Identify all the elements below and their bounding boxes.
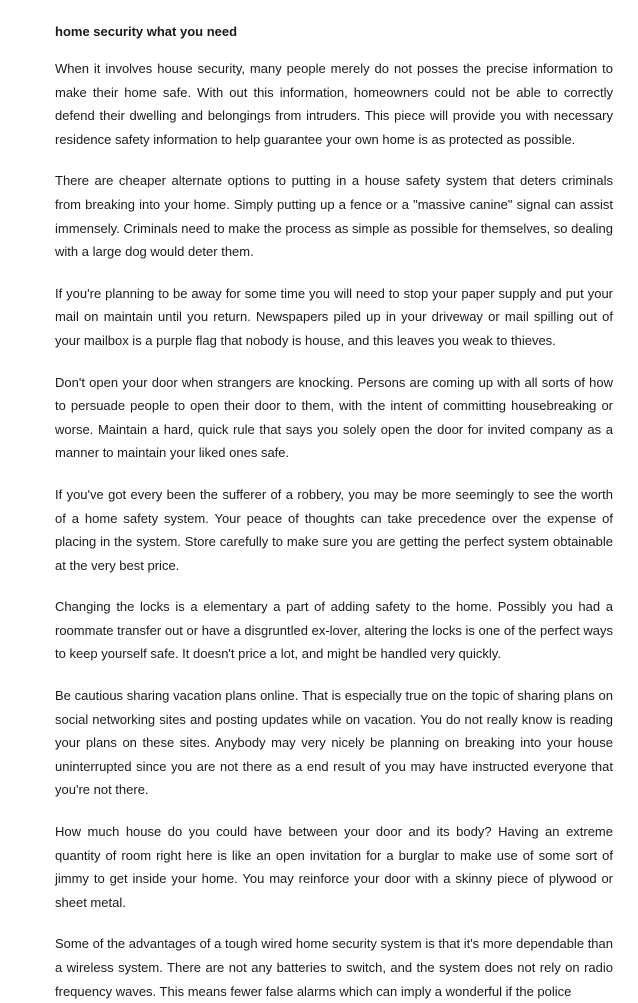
paragraph-3: If you're planning to be away for some time you will need to stop your paper supply and put your mail on maintain until you return. Newspapers piled up in your driveway or mail spilling out of your mailbox is a purple flag that nobody is house, and this leaves you weak to thieves. bbox=[55, 285, 613, 348]
document-title: home security what you need bbox=[55, 24, 238, 39]
paragraph-8: How much house do you could have between your door and its body? Having an extreme quantity of room right here is like an open invitation for a burglar to make use of some sort of jimmy to get inside your home. You may reinforce your door with a skinny piece of plywood or sheet metal. bbox=[55, 824, 613, 910]
paragraph-2: There are cheaper alternate options to putting in a house safety system that deters criminals from breaking into your home. Simply putting up a fence or a "massive canine" signal can assist immensely. Criminals need to make the process as simple as possible for themselves, so dealing with a large dog would deter them. bbox=[55, 173, 613, 260]
paragraph-1: When it involves house security, many people merely do not posses the precise information to make their home safe. With out this information, homeowners could not be able to correctly defend their dwelling and belongings from intruders. This piece will provide you with necessary residence safety information to help guarantee your own home is as protected as possible. bbox=[55, 61, 613, 147]
document-page bbox=[55, 20, 613, 1003]
paragraph-6: Changing the locks is a elementary a part of adding safety to the home. Possibly you had a roommate transfer out or have a disgruntled ex-lover, altering the locks is one of the perfect ways to keep yourself safe. It doesn't price a lot, and might be handled very quickly. bbox=[55, 599, 613, 662]
paragraph-5: If you've got every been the sufferer of a robbery, you may be more seemingly to see the worth of a home safety system. Your peace of thoughts can take precedence over the expense of placing in the system. Store carefully to make sure you are getting the perfect system obtainable at the very best price. bbox=[55, 486, 613, 573]
paragraph-4: Don't open your door when strangers are knocking. Persons are coming up with all sorts of how to persuade people to open their door to them, with the intent of committing housebreaking or worse. Maintain a hard, quick rule that says you solely open the door for invited company as a manner to maintain your liked ones safe. bbox=[55, 374, 613, 461]
paragraph-7: Be cautious sharing vacation plans online. That is especially true on the topic of sharing plans on social networking sites and posting updates while on vacation. You do not really know is reading your plans on these sites. Anybody may very nicely be planning on breaking into your house uninterrupted since you are not there as a end result of you may have instructed everyone that you're not there. bbox=[55, 688, 613, 798]
paragraph-9: Some of the advantages of a tough wired home security system is that it's more dependable than a wireless system. There are not any batteries to switch, and the system does not rely on radio frequency waves. This means fewer false alarms which can imply a wonderful if the police bbox=[55, 936, 613, 999]
